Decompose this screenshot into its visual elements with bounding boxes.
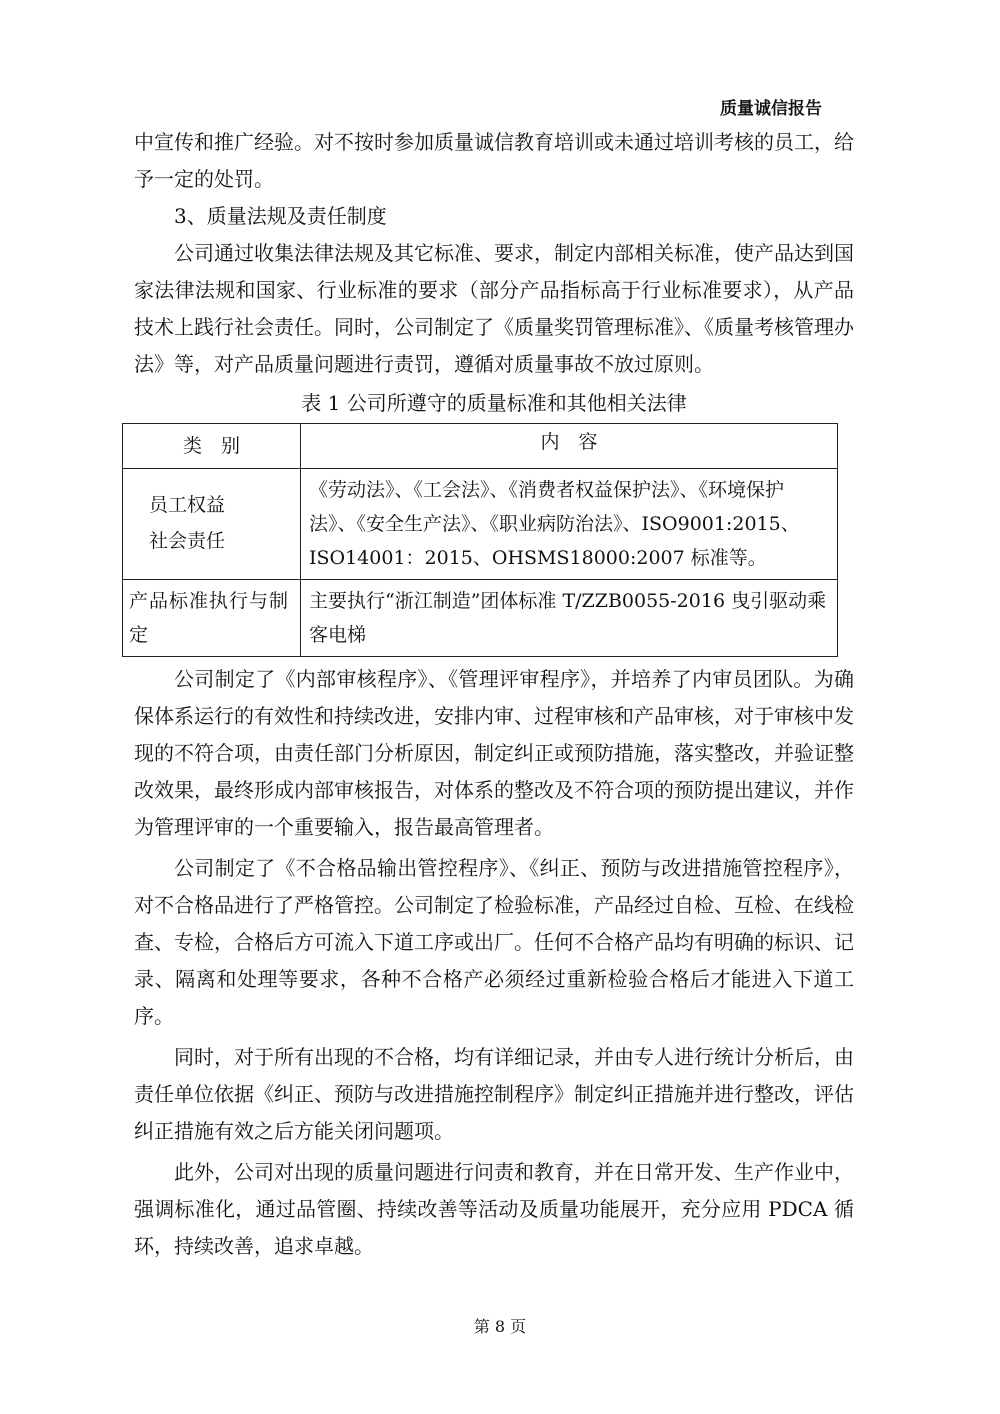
page-number: 第 8 页 — [473, 1317, 527, 1336]
table-cell-category — [123, 469, 301, 580]
table-row — [123, 580, 838, 657]
standards-table — [122, 423, 838, 657]
paragraph: 此外，公司对出现的质量问题进行问责和教育，并在日常开发、生产作业中，强调标准化，通过品管圈、持续改善等活动及质量功能展开，充分应用 PDCA 循环，持续改善，追求卓越。 — [134, 1160, 854, 1258]
category-line: 员工权益 — [149, 494, 226, 516]
paragraph: 同时，对于所有出现的不合格，均有详细记录，并由专人进行统计分析后，由责任单位依据《纠正、预防与改进措施控制程序》制定纠正措施并进行整改，评估纠正措施有效之后方能关闭问题项。 — [134, 1045, 854, 1143]
paragraph: 公司通过收集法律法规及其它标准、要求，制定内部相关标准，使产品达到国家法律法规和国家、行业标准的要求（部分产品指标高于行业标准要求），从产品技术上践行社会责任。同时，公司制定了《质量奖罚管理标准》、《质量考核管理办法》等，对产品质量问题进行责罚，遵循对质量事故不放过原则。 — [134, 241, 854, 376]
table-cell-content: 《劳动法》、《工会法》、《消费者权益保护法》、《环境保护法》、《安全生产法》、《职业病防治法》、ISO9001:2015、ISO14001：2015、OHSMS18000:2007 标准等。 — [301, 469, 838, 580]
table-cell-content: 主要执行“浙江制造”团体标准 T/ZZB0055-2016 曳引驱动乘客电梯 — [301, 580, 838, 657]
paragraph: 公司制定了《内部审核程序》、《管理评审程序》，并培养了内审员团队。为确保体系运行的有效性和持续改进，安排内审、过程审核和产品审核，对于审核中发现的不符合项，由责任部门分析原因，制定纠正或预防措施，落实整改，并验证整改效果，最终形成内部审核报告，对体系的整改及不符合项的预防提出建议，并作为管理评审的一个重要输入，报告最高管理者。 — [134, 667, 854, 839]
category-line: 社会责任 — [149, 530, 226, 552]
document-header: 质量诚信报告 — [720, 99, 822, 119]
table-row — [123, 469, 838, 580]
column-header-content: 内 容 — [301, 424, 838, 469]
paragraph: 公司制定了《不合格品输出管控程序》、《纠正、预防与改进措施管控程序》，对不合格品进行了严格管控。公司制定了检验标准，产品经过自检、互检、在线检查、专检，合格后方可流入下道工序或出厂。任何不合格产品均有明确的标识、记录、隔离和处理等要求，各种不合格产必须经过重新检验合格后才能进入下道工序。 — [134, 856, 854, 1028]
section-heading: 3、质量法规及责任制度 — [174, 204, 387, 228]
document-body — [129, 124, 854, 1265]
table-caption: 表 1 公司所遵守的质量标准和其他相关法律 — [301, 391, 687, 415]
column-header-category: 类 别 — [123, 424, 301, 469]
table-header-row — [123, 424, 838, 469]
paragraph: 中宣传和推广经验。对不按时参加质量诚信教育培训或未通过培训考核的员工，给予一定的处罚。 — [134, 130, 854, 191]
table-cell-category: 产品标准执行与制定 — [123, 580, 301, 657]
